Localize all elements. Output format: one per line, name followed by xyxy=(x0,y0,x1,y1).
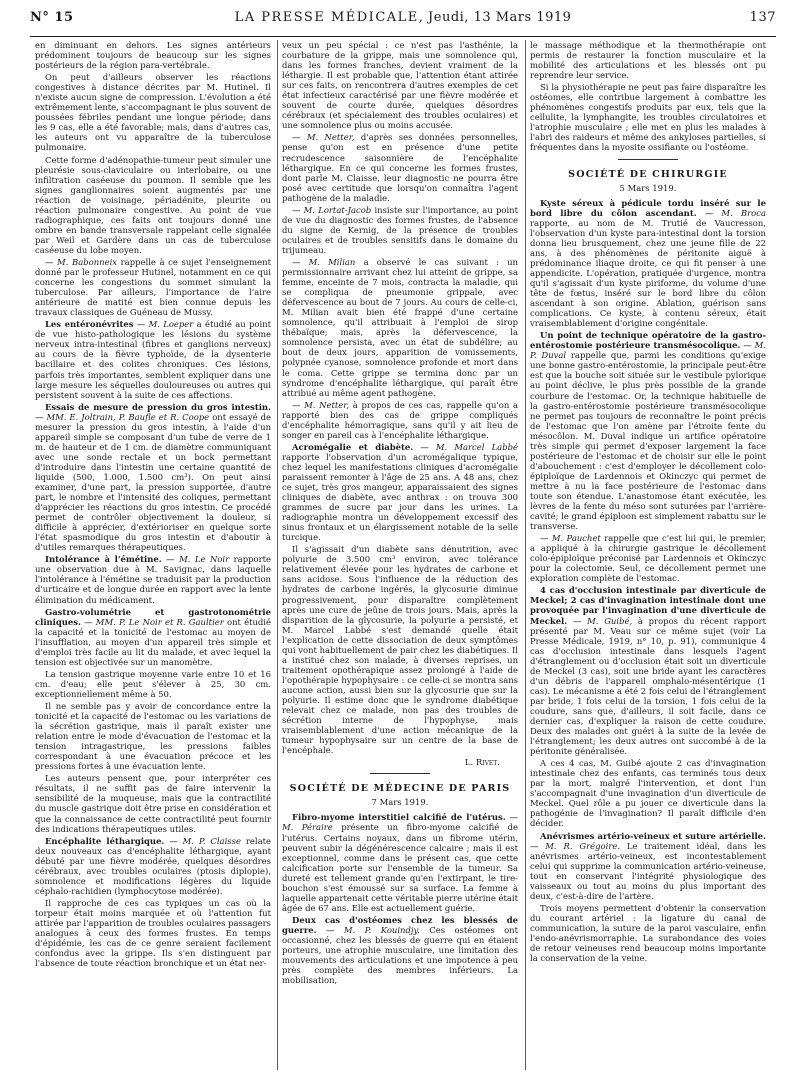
paragraph: Deux cas d'ostéomes chez les blessés de guerre. — M. P. Kouindjy. Ces ostéomes ont occasionné, chez les blessés de guerre qui en étaient porteurs, une atrophie musculaire, une limitation des mouvements des articulations et une impotence à peu près complète des membres inférieurs. La mobilisation, xyxy=(282,914,518,986)
paragraph: le massage méthodique et la thermothérapie ont permis de restaurer la fonction musculaire et la mobilité des articulations et les blessés ont pu reprendre leur service. xyxy=(530,40,766,81)
column-1 xyxy=(35,40,271,1076)
signature: L. Rivet. xyxy=(464,757,500,768)
paragraph: — M. Netter, d'après ses données personnelles, pense qu'on est en présence d'une petite recrudescence saisonnière de l'encéphalite léthargique. En ce qui concerne les formes frustes, dont parle M. Claisse, leur diagnostic ne pourra être posé avec certitude que lorsqu'on connaîtra l'agent pathogène de la maladie. xyxy=(282,132,518,203)
column-3 xyxy=(530,40,766,1076)
paragraph: — M. Lortat-Jacob insiste sur l'importance, au point de vue du diagnostic des formes frustes, de l'absence du signe de Kernig, de la présence de troubles oculaires et de troubles sensitifs dans le domaine du trijumeau. xyxy=(282,204,518,255)
author-name: — M. R. Grégoire. xyxy=(530,840,621,851)
publication-name: LA PRESSE MÉDICALE xyxy=(234,10,419,25)
author-name: — MM. P. Le Noir et R. Gaultier xyxy=(80,616,224,627)
section-separator xyxy=(618,159,678,160)
section-title: SOCIÉTÉ DE MÉDECINE DE PARIS xyxy=(289,783,511,795)
paragraph: On peut d'ailleurs observer les réactions congestives à distance décrites par M. Hutinel. Il n'existe aucun signe de compression. L'évolution a été extrêmement lente, s'accompagnant le plus souvent de poussées fébriles pendant une longue période; dans les 9 cas, elle a été favorable; mais, dans d'autres cas, les auteurs ont vu apparaître de la tuberculose pulmonaire. xyxy=(35,72,271,153)
paragraph: Anévrismes artério-veineux et suture artérielle. — M. R. Grégoire. Le traitement idéal, dans les anévrismes artério-veineux, est incontestablement celui qui supprime la communication artério-veineuse, tout en conservant l'intégrité physiologique des vaisseaux ou tout au moins du plus important des deux, c'est-à-dire de l'artère. xyxy=(530,830,766,901)
author-name: — M. Netter, xyxy=(292,399,350,410)
article-heading: Acromégalie et diabète. xyxy=(292,441,414,452)
paragraph: La tension gastrique moyenne varie entre 10 et 16 cm. d'eau; elle peut s'élever à 25, 30 cm. exceptionnellement même à 50. xyxy=(35,668,271,699)
paragraph: — M. Netter, à propos de ces cas, rappelle qu'on a rapporté bien des cas de grippe compliqués d'encéphalite hémorragique, sans qu'il y ait lieu de songer en pareil cas à l'encéphalite léthargique. xyxy=(282,399,518,440)
column-divider xyxy=(525,40,526,1070)
author-name: — M. Lortat-Jacob xyxy=(292,204,372,215)
paragraph: Encéphalite léthargique. — M. P. Claisse relate deux nouveaux cas d'encéphalite léthargique, ayant débuté par une fièvre modérée, quelques désordres cérébraux, avec troubles oculaires (ptosis diplopie), somnolence et modifications légères du liquide céphalo-rachidien (lymphocytose modérée). xyxy=(35,835,271,896)
paragraph: veux un peu spécial : ce n'est pas l'asthénie, la courbature de la grippe, mais une somnolence qui, dans les formes franches, devient vraiment de la léthargie. Il est probable que, l'attention étant attirée sur ces faits, on rencontrera d'autres exemples de cet état infectieux caractérisé par une fièvre modérée et souvent de courte durée, quelques désordres cérébraux (et spécialement des troubles oculaires) et une somnolence plus ou moins accusée. xyxy=(282,40,518,131)
paragraph: Les entéronévrites — M. Loeper a étudié au point de vue histo-pathologique les lésions du système nerveux intra-intestinal (fibres et ganglions nerveux) au cours de la fièvre typhoïde, de la dysenterie bacillaire et des colites chroniques. Ces lésions, parfois très importantes, semblent expliquer dans une large mesure les séquelles douloureuses ou autres qui persistent souvent à la suite de ces affections. xyxy=(35,319,271,400)
article-heading: Intolérance à l'émétine. xyxy=(45,554,162,565)
article-heading: Fibro-myome interstitiel calcifié de l'utérus. xyxy=(292,812,506,823)
paragraph: Si la physiothérapie ne peut pas faire disparaître les ostéomes, elle contribue largement à combattre les phénomènes congestifs produits par eux, tels que la cellulite, la lymphangite, les troubles circulatoires et l'atrophie musculaire ; elle met en plus les malades à l'abri des raideurs et même des ankyloses partielles, si fréquentes dans la myosite ossifiante ou l'ostéome. xyxy=(530,82,766,153)
paragraph: Il ne semble pas y avoir de concordance entre la tonicité et la capacité de l'estomac ou les variations de la sécrétion gastrique, mais il paraît exister une relation entre le mode d'évacuation de l'estomac et la tension intragastrique, les pressions faibles correspondant à une évacuation précoce et les pressions fortes à une évacuation lente. xyxy=(35,701,271,772)
author-name: — M. P. Duval xyxy=(530,340,766,361)
paragraph: Fibro-myome interstitiel calcifié de l'utérus. — M. Péraire présente un fibro-myome calcifié de l'utérus. Certains noyaux, dans un fibrome utérin, peuvent subir la dégénérescence calcaire ; mais il est exceptionnel, comme dans le présent cas, que cette calcification porte sur l'ensemble de la tumeur. Sa dureté est tellement grande qu'en l'extirpant, le tire-bouchon s'est émoussé sur sa surface. La femme à laquelle appartenait cette véritable pierre utérine était âgée de 67 ans. Elle est actuellement guérie. xyxy=(282,812,518,913)
paragraph: Un point de technique opératoire de la gastro-entérostomie postérieure transmésocolique. — M. P. Duval rappelle que, parmi les conditions qu'exige une bonne gastro-entérostomie, la principale peut-être est que la bouche soit située sur le vestibule pylorique au point déclive, le plus près possible de la grande courbure de l'estomac. Or, la technique habituelle de la gastro-entérostomie postérieure transmésocolique ne permet pas toujours de reconnaître le point précis de l'estomac que l'on amène par l'étroite fente du mésocôlon. M. Duval indique un artifice opératoire très simple qui permet d'exposer largement la face postérieure de l'estomac et de choisir sur elle le point d'abouchement : c'est d'employer le décollement colo-épiploïque de Lardennois et Okinczyc qui permet de mettre à nu la face postérieure de l'estomac dans toute son étendue. L'anastomose étant exécutée, les lèvres de la fente du méso sont suturées par l'arrière-cavité; le grand épiploon est simplement rabattu sur le transverse. xyxy=(530,330,766,532)
paragraph: A ces 4 cas, M. Guibé ajoute 2 cas d'invagination intestinale chez des enfants, cas terminés tous deux par la mort, malgré l'intervention, et dont l'un s'accompagnait d'une invagination d'un diverticule de Meckel. Quel rôle a pu jouer ce diverticule dans la pathogénie de l'invagination? Il paraît difficile d'en décider. xyxy=(530,758,766,829)
running-title xyxy=(30,10,776,25)
paragraph: Acromégalie et diabète. — M. Marcel Labbé rapporte l'observation d'un acromégalique typique, chez lequel les manifestations cliniques d'acromégalie paraissent remonter à l'âge de 25 ans. A 48 ans, chez ce sujet, très gros mangeur, apparaissaient des signes cliniques de diabète, avec anthrax : on trouva 300 grammes de sucre par jour dans les urines. La radiographie montra un développement excessif des sinus frontaux et un élargissement notable de la selle turcique. xyxy=(282,441,518,543)
article-heading: Encéphalite léthargique. xyxy=(45,835,165,846)
page-header xyxy=(30,8,776,26)
author-name: — MM. E. Joltrain, P. Baufle et R. Coope xyxy=(35,411,210,422)
issue-number: N° 15 xyxy=(30,10,74,25)
header-rule xyxy=(30,36,776,37)
paragraph: Gastro-volumétrie et gastrotonométrie cliniques. — MM. P. Le Noir et R. Gaultier ont étudié la capacité et la tonicité de l'estomac au moyen de l'insufflation, au moyen d'un appareil très simple et d'emploi très facile au lit du malade, et avec lequel la tension est objectivée sur un manomètre. xyxy=(35,606,271,667)
paragraph: — M. Babonneix rappelle à ce sujet l'enseignement donné par le professeur Hutinel, notamment en ce qui concerne les congestions du sommet simulant la tuberculose. Par ailleurs, l'importance de l'aire antérieure de matité est bien connue depuis les travaux classiques de Guéneau de Mussy. xyxy=(35,256,271,318)
article-heading: Un point de technique opératoire de la gastro-entérostomie postérieure transmésocolique. xyxy=(530,330,766,351)
article-heading: Kyste séreux à pédicule tordu inséré sur le bord libre du côlon ascendant. xyxy=(530,197,766,218)
author-name: — M. Péraire xyxy=(282,812,518,833)
paragraph: Les auteurs pensent que, pour interpréter ces résultats, il ne suffit pas de faire intervenir la sensibilité de la muqueuse, mais que la contractilité du muscle gastrique doit être prise en considération et que la connaissance de cette contractilité peut fournir des indications thérapeutiques utiles. xyxy=(35,773,271,834)
author-name: — M. Milian xyxy=(292,256,356,267)
author-name: — M. Netter, xyxy=(292,132,355,143)
paragraph: — M. Pauchet rappelle que c'est lui qui, le premier, a appliqué à la chirurgie gastrique le décollement colo-épiploïque préconisé par Lardennois et Okinczyc pour la colectomie. Seul, ce décollement permet une exploration complète de l'estomac. xyxy=(530,533,766,584)
column-divider xyxy=(277,40,278,1070)
section-date: 5 Mars 1919. xyxy=(619,182,677,193)
page-number: 137 xyxy=(749,10,776,25)
author-name: — M. P. Claisse xyxy=(164,835,241,846)
author-name: — M. Marcel Labbé xyxy=(413,441,518,452)
paragraph: — M. Milian a observé le cas suivant : un permissionnaire arrivant chez lui atteint de grippe, sa femme, enceinte de 7 mois, contracta la maladie, qui se compliqua de pneumonie grippale, avec défervescence au bout de 7 jours. Au cours de celle-ci, M. Milian avait bien été frappé d'une certaine somnolence, qu'il attribuait à l'emploi de sirop thébaïque; mais, après la défervescence, la somnolence persista, avec un état de subdélire; au bout de deux jours, apparition de vomissements, polypnée cyanose, somnolence profonde et mort dans le coma. Cette grippe se termina donc par un syndrome d'encéphalite léthargique, qui paraît être attribué au même agent pathogène. xyxy=(282,256,518,398)
section-separator xyxy=(370,773,430,774)
paragraph: 4 cas d'occlusion intestinale par diverticule de Meckel; 2 cas d'invagination intestinale dont une provoquée par l'invagination d'une diverticule de Meckel. — M. Guibé, à propos du récent rapport présenté par M. Veau sur ce même sujet (voir La Presse Médicale, 1919, n° 10, p. 91), communique 4 cas d'occlusion intestinale dans lesquels l'agent d'étranglement ou d'occlusion était soit un diverticule de Meckel (3 cas), soit une bride ayant les caractères d'un débris de l'appareil omphalo-mésentérique (1 cas). Le mécanisme a été 2 fois celui de l'étranglement par bride, 1 fois celui de la torsion, 1 fois celui de la coudure, sans que, d'ailleurs, il soit facile, dans ce dernier cas, d'expliquer la raison de cette coudure. Deux des malades ont guéri à la suite de la levée de l'étranglement; les deux autres ont succombé à de la péritonite généralisée. xyxy=(530,585,766,757)
paragraph: Il rapproche de ces cas typiques un cas où la torpeur était moins marquée et où l'attention fut attirée par l'apparition de troubles oculaires passagers analogues à ceux des formes frustes. En temps d'épidémie, les cas de ce genre seraient facilement confondus avec la grippe. Ils s'en distinguent par l'absence de toute réaction bronchique et un état ner- xyxy=(35,897,271,969)
paragraph: Trois moyens permettent d'obtenir la conservation du courant artériel : la ligature du canal de communication, la suture de la paroi vasculaire, enfin l'endo-anévrismorraphie. La surabondance des voies de retour veineuses rend beaucoup moins importante la conservation de la veine. xyxy=(530,902,766,964)
author-name: — M. Le Noir xyxy=(161,554,230,565)
paragraph: en diminuant en dehors. Les signes antérieurs prédominent toujours de beaucoup sur les signes postérieurs de la région para-vertébrale. xyxy=(35,40,271,71)
paragraph: Il s'agissait d'un diabète sans dénutrition, avec polyurie de 3.500 cm³ environ, avec tolérance relativement élevée pour les hydrates de carbone et sans acidose. Sous l'influence de la réduction des hydrates de carbone ingérés, la glycosurie diminue progressivement, pour disparaître complètement après une cure de jeûne de trois jours. Mais, après la disparition de la glycosurie, la polyurie a persisté, et M. Marcel Labbé s'est demandé quelle était l'explication de cette dissociation de deux symptômes qui vont habituellement de pair chez les diabétiques. Il a institué chez son malade, à diverses reprises, un traitement opothérapique assez prolongé à l'aide de l'opothérapie hypophysaire : ce celle-ci se montra sans aucune action, aussi bien sur la glycosurie que sur la polyurie. Il estime donc que le syndrome diabétique relevait chez ce malade, non pas des troubles de sécrétion interne de l'hypophyse, mais vraisemblablement d'une action mécanique de la tumeur hypophysaire sur un centre de la base de l'encéphale. xyxy=(282,544,518,756)
article-heading: Essais de mesure de pression du gros intestin. xyxy=(45,401,271,412)
section-date: 7 Mars 1919. xyxy=(371,797,429,808)
article-heading: Anévrismes artério-veineux et suture artérielle. xyxy=(540,830,766,841)
paragraph: Cette forme d'adénopathie-tumeur peut simuler une pleurésie sous-claviculaire ou interlobaire, ou une infiltration caséeuse du poumon. Il semble que les signes ganglionnaires soient augmentés par une réaction de voisinage, périadénite, pleurite ou réaction pulmonaire congestive. Au point de vue radiographique, ces faits ont toujours donné une ombre en bande transversale rappelant celle signalée par Weil et Gardère dans un cas de tuberculose caséeuse du lobe moyen. xyxy=(35,154,271,255)
issue-date: , Jeudi, 13 Mars 1919 xyxy=(418,10,572,25)
article-heading: Deux cas d'ostéomes chez les blessés de guerre. xyxy=(282,914,518,935)
section-title: SOCIÉTÉ DE CHIRURGIE xyxy=(568,168,728,180)
author-name: — M. Babonneix xyxy=(45,256,118,267)
article-heading: 4 cas d'occlusion intestinale par diverticule de Meckel; 2 cas d'invagination intestinale dont une provoquée par l'invagination d'une diverticule de Meckel. xyxy=(530,585,766,626)
article-heading: Gastro-volumétrie et gastrotonométrie cliniques. xyxy=(35,606,271,627)
author-name: — M. Pauchet xyxy=(540,533,601,544)
paragraph: Kyste séreux à pédicule tordu inséré sur le bord libre du côlon ascendant. — M. Broca rapporte, au nom de M. Trutié de Vaucresson, l'observation d'un kyste para-intestinal dont la torsion donna lieu brusquement, chez une jeune fille de 22 ans, à des phénomènes de péritonite aiguë à prédominance iliaque droite, ce qui fit penser à une appendicite. L'opération, pratiquée d'urgence, montra qu'il s'agissait d'un kyste piriforme, du volume d'une tête de fœtus, inséré sur le bord libre du côlon ascendant à son origine. Ablation, guérison sans complications. Ce kyste, à contenu séreux, était vraisemblablement d'origine congénitale. xyxy=(530,197,766,329)
column-2 xyxy=(282,40,518,1076)
author-name: — M. Loeper xyxy=(133,319,194,330)
paragraph: Intolérance à l'émétine. — M. Le Noir rapporte une observation due à M. Savignac, dans laquelle l'intolérance à l'émétine se traduisit par la production d'urticaire et de longue durée en rapport avec la lente élimination du médicament. xyxy=(35,554,271,605)
author-name: — M. P. Kouindjy. xyxy=(316,924,420,935)
article-heading: Les entéronévrites xyxy=(45,319,134,330)
paragraph: Essais de mesure de pression du gros intestin. — MM. E. Joltrain, P. Baufle et R. Coope ont essayé de mesurer la pression du gros intestin, à l'aide d'un appareil simple se composant d'un tube de verre de 1 m. de hauteur et de 1 cm. de diamètre communiquant avec une sonde rectale et un bock permettant d'introduire dans l'intestin une certaine quantité de liquide (500, 1.000, 1.500 cm³). On peut ainsi examiner, d'une part, la pression supportée, d'autre part, le nombre et l'intensité des coliques, permettant d'apprécier les réactions du gros intestin. Ce procédé permet de contrôler objectivement la douleur, si difficile à apprécier, d'extérioriser en quelque sorte l'état spasmodique du gros intestin et d'aboutir à d'utiles remarques thérapeutiques. xyxy=(35,401,271,553)
author-name: — M. Broca xyxy=(696,207,766,218)
author-name: — M. Guibé, xyxy=(567,615,633,626)
